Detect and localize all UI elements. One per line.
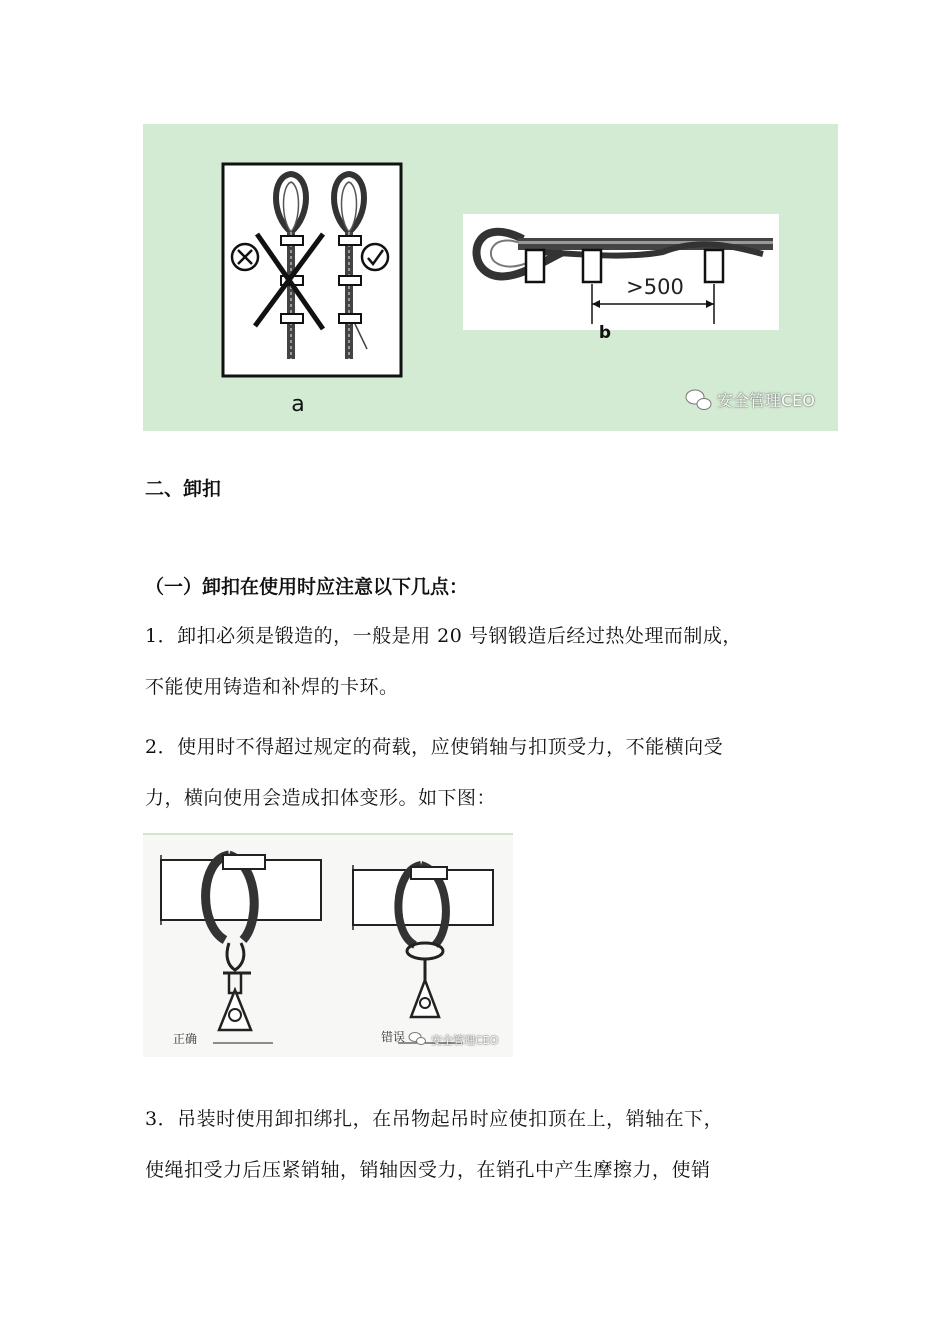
item-1-line-1: 1．卸扣必须是锻造的，一般是用 20 号钢锻造后经过热处理而制成， (145, 625, 742, 647)
wechat-icon (686, 390, 711, 410)
label-b: b (598, 323, 612, 343)
list-item (145, 611, 815, 713)
shackle-correct-drawing (161, 855, 321, 1043)
label-correct: 正确 (173, 1032, 198, 1046)
watermark-text: 安全管理CEO (431, 1034, 499, 1047)
shackle-usage-illustration (143, 835, 513, 1057)
subsection-title: （一）卸扣在使用时应注意以下几点： (145, 576, 469, 598)
watermark-text: 安全管理CEO (717, 391, 815, 410)
list-item (145, 1094, 815, 1196)
figure-wire-rope-clips (143, 124, 838, 431)
label-wrong: 错误 (381, 1030, 406, 1044)
item-2-line-1: 2．使用时不得超过规定的荷载，应使销轴与扣顶受力，不能横向受 (145, 736, 724, 758)
check-mark-icon (362, 244, 388, 270)
section-title: 二、卸扣 (145, 478, 222, 500)
spacing-dimension: >500 (626, 275, 684, 299)
item-3-line-2: 使绳扣受力后压紧销轴，销轴因受力，在销孔中产生摩擦力，使销 (145, 1159, 711, 1181)
list-item (145, 722, 815, 824)
shackle-wrong-drawing (353, 865, 493, 1043)
item-1-line-2: 不能使用铸造和补焊的卡环。 (145, 676, 399, 698)
label-a: a (291, 392, 305, 417)
wrong-mark-icon (232, 244, 258, 270)
item-3-line-1: 3．吊装时使用卸扣绑扎，在吊物起吊时应使扣顶在上，销轴在下， (145, 1108, 724, 1130)
figure-shackle-usage (143, 833, 513, 1057)
item-2-line-2: 力，横向使用会造成扣体变形。如下图： (145, 787, 497, 809)
wire-rope-clips-illustration (143, 124, 838, 431)
